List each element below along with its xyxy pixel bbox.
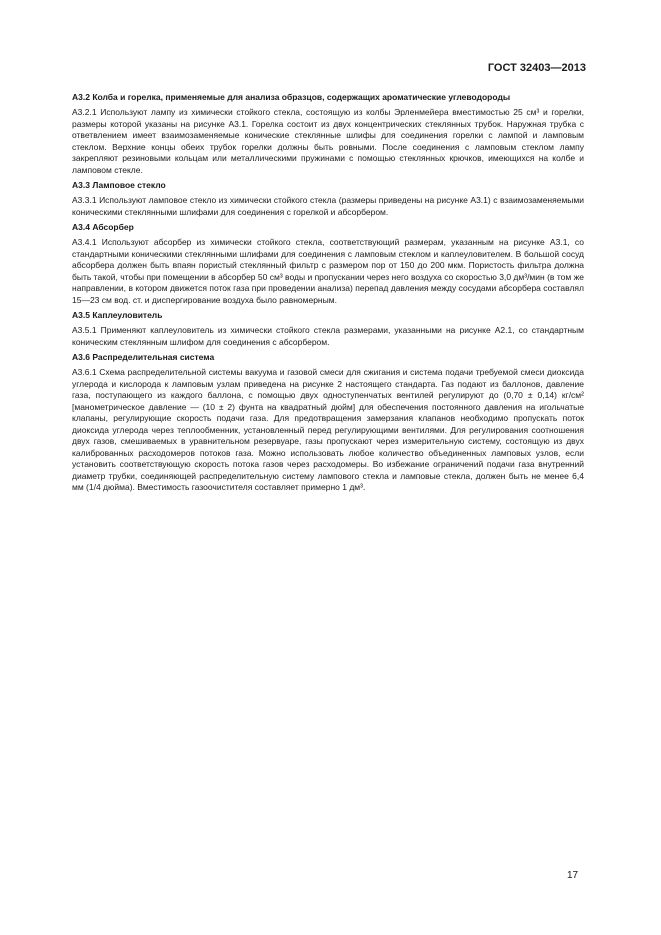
paragraph: А3.5.1 Применяют каплеуловитель из химически стойкого стекла размерами, указанными на рисунке А2.1, со стандартным коническим стеклянным шлифом для соединения с абсорбером.	[72, 325, 584, 347]
document-body	[72, 92, 584, 498]
section-heading: А3.5 Каплеуловитель	[72, 310, 163, 320]
section-a3-6	[72, 352, 584, 494]
section-a3-4	[72, 222, 584, 306]
standard-header: ГОСТ 32403—2013	[487, 62, 586, 74]
page-number: 17	[567, 870, 579, 881]
section-heading: А3.3 Ламповое стекло	[72, 180, 166, 190]
section-heading: А3.2 Колба и горелка, применяемые для анализа образцов, содержащих ароматические углеводороды	[72, 92, 511, 102]
paragraph: А3.4.1 Используют абсорбер из химически стойкого стекла, соответствующий размерам, указанным на рисунке А3.1, со стандартными коническими стеклянными шлифами для соединения с ламповым стеклом и каплеуловителем. В большой сосуд абсорбера должен быть впаян пористый стеклянный фильтр с размером пор от 150 до 200 мкм. Пористость фильтра должна быть такой, чтобы при помещении в абсорбер 50 см³ воды и пропускании через него воздуха со скоростью 3,0 дм³/мин (в том же направлении, в котором движется поток газа при проведении анализа) перепад давления между сосудами абсорбера составлял 15—23 см вод. ст. и диспергирование воздуха было равномерным.	[72, 237, 584, 305]
paragraph: А3.2.1 Используют лампу из химически стойкого стекла, состоящую из колбы Эрленмейера вместимостью 25 см³ и горелки, размеры которой указаны на рисунке А3.1. Горелка состоит из двух концентрических стеклянных трубок. Наружная трубка с ответвлением имеет взаимозаменяемые конические стеклянные шлифы для соединения горелки с лампой и ламповым стеклом. Верхние концы обеих трубок горелки должны быть ровными. После соединения с ламповым стеклом лампу закрепляют резиновыми кольцам или металлическими пружинами с помощью стеклянных крючков, имеющихся на колбе и ламповом стекле.	[72, 107, 584, 175]
paragraph: А3.6.1 Схема распределительной системы вакуума и газовой смеси для сжигания и система подачи требуемой смеси диоксида углерода и кислорода к ламповым узлам приведена на рисунке 2 настоящего стандарта. Газ подают из баллонов, давление газа, поступающего из каждого баллона, с помощью двух одноступенчатых вентилей регулируют до (0,70 ± 0,14) кг/см² [манометрическое давление — (10 ± 2) фунта на квадратный дюйм] для обеспечения постоянного давления на игольчатые клапаны, регулирующие скорость подачи газа. Для предотвращения замерзания клапанов необходимо пропускать поток диоксида углерода через теплообменник, установленный перед регулирующими вентилями. Для регулирования соотношения двух газов, смешиваемых в уравнительном резервуаре, газы пропускают через измерительную систему, состоящую из двух калиброванных расходомеров потоков газа. Можно использовать любое количество объединенных ламповых узлов, если установить соответствующую скорость потока газов через расходомеры. Во избежание ограничений подачи газа внутренний диаметр трубки, соединяющей распределительную систему лампового стекла и ламповые стекла, должен быть не менее 6,4 мм (1/4 дюйма). Вместимость газоочистителя составляет примерно 1 дм³.	[72, 367, 584, 492]
paragraph: А3.3.1 Используют ламповое стекло из химически стойкого стекла (размеры приведены на рисунке А3.1) с взаимозаменяемыми коническими стеклянными шлифами для соединения с горелкой и абсорбером.	[72, 195, 584, 217]
section-heading: А3.6 Распределительная система	[72, 352, 215, 362]
section-a3-3	[72, 180, 584, 218]
section-heading: А3.4 Абсорбер	[72, 222, 134, 232]
section-a3-2	[72, 92, 584, 176]
section-a3-5	[72, 310, 584, 348]
